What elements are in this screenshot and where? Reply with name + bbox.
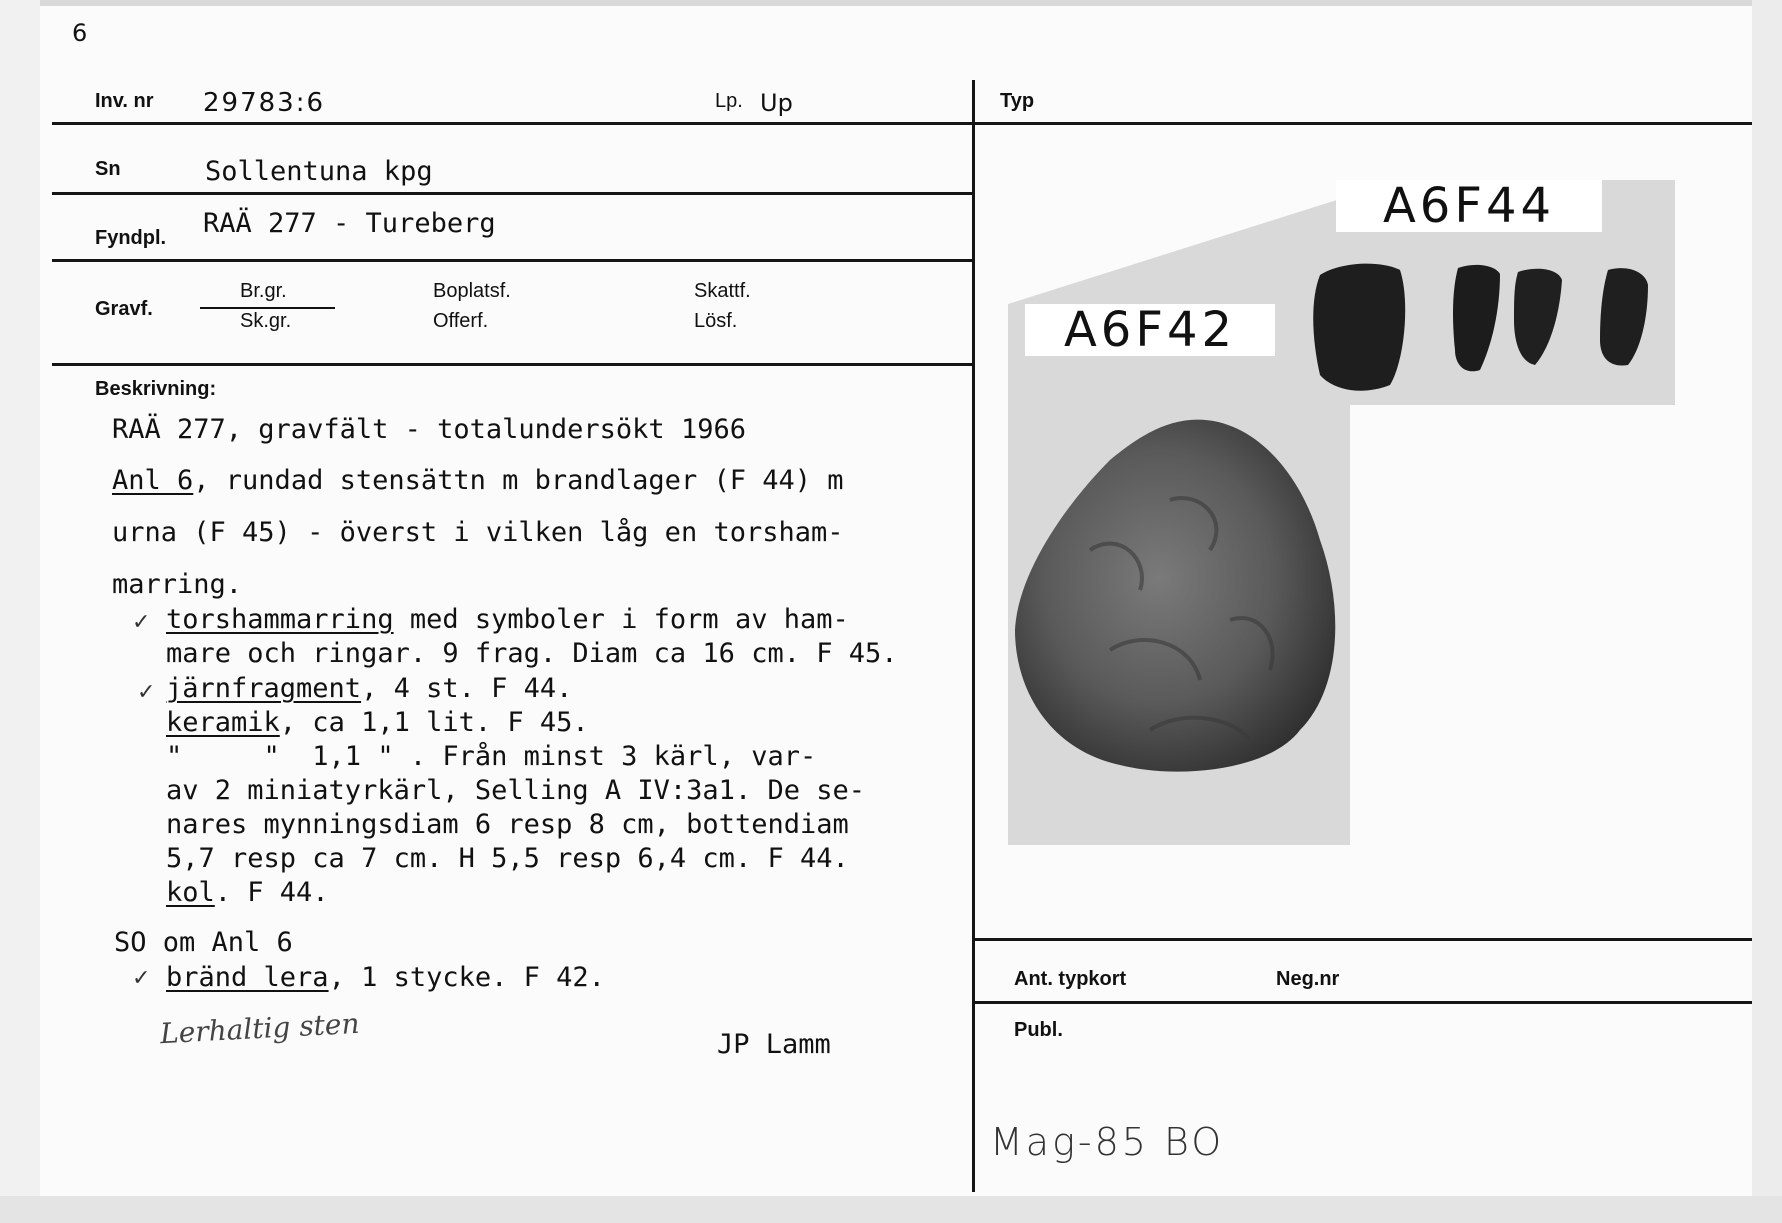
inv-value: 29783:6 [203,88,326,118]
item-torshammarring-line-2: mare och ringar. 9 frag. Diam ca 16 cm. F 45. [166,638,898,669]
fyndpl-label: Fyndpl. [95,227,167,249]
item-keramik-line-4: nares mynningsdiam 6 resp 8 cm, bottendiam [166,809,849,840]
card-edge-top [0,0,1782,6]
divider-inv [52,122,972,125]
handwritten-publ: Mag-85 BO [990,1120,1225,1164]
item-keramik-line-5: 5,7 resp ca 7 cm. H 5,5 resp 6,4 cm. F 44. [166,843,849,874]
br-gr-label: Br.gr. [240,280,287,302]
skattf-label: Skattf. [694,280,751,302]
sn-value: Sollentuna kpg [205,156,433,187]
divider-fyndpl [52,259,972,262]
checkmark-1: ✓ [132,610,151,635]
divider-photo-bottom [972,938,1752,941]
item-keramik: keramik, ca 1,1 lit. F 45. [166,707,589,738]
item-keramik-line-3: av 2 miniatyrkärl, Selling A IV:3a1. De se- [166,775,865,806]
inv-label: Inv. nr [95,90,154,112]
item-jarnfragment: järnfragment, 4 st. F 44. [166,673,573,704]
sn-label: Sn [95,158,121,180]
offerf-label: Offerf. [433,310,489,332]
ant-typkort-label: Ant. typkort [1014,968,1127,990]
checkmark-3: ✓ [132,966,151,991]
item-torshammarring: torshammarring med symboler i form av ham- [166,604,849,635]
card-edge-left [0,0,40,1223]
description-line-1: RAÄ 277, gravfält - totalundersökt 1966 [112,414,746,445]
typ-label: Typ [1000,90,1035,112]
lp-label: Lp. [715,90,743,112]
photo-tag-a6f42: A6F42 [1025,304,1275,356]
checkmark-2: ✓ [137,680,156,705]
anl-reference: Anl 6 [112,465,194,496]
description-line-4: marring. [112,569,243,600]
signature: JP Lamm [717,1029,831,1060]
card-edge-right [1752,0,1782,1223]
sk-gr-label: Sk.gr. [240,310,292,332]
fyndpl-value: RAÄ 277 - Tureberg [203,208,496,239]
boplatsf-label: Boplatsf. [433,280,511,302]
gravf-fraction-bar [200,307,335,309]
handwritten-note: Lerhaltig sten [159,1006,361,1051]
divider-sn [52,192,972,195]
losf-label: Lösf. [694,310,738,332]
publ-label: Publ. [1014,1019,1063,1041]
item-keramik-line-2: " " 1,1 " . Från minst 3 kärl, var- [166,741,817,772]
card-edge-bottom [0,1196,1782,1223]
gravf-label: Gravf. [95,298,153,320]
beskrivning-label: Beskrivning: [95,378,217,400]
lp-value: Up [760,89,793,117]
artifact-photo [1000,170,1680,850]
description-line-3: urna (F 45) - överst i vilken låg en torsham- [112,517,844,548]
card-number: 6 [72,19,88,47]
vertical-divider [972,80,975,1192]
item-brand-lera: bränd lera, 1 stycke. F 42. [166,962,605,993]
description-line-2: Anl 6, rundad stensättn m brandlager (F 44) m [112,465,844,496]
neg-nr-label: Neg.nr [1276,968,1340,990]
photo-tag-a6f44: A6F44 [1336,180,1602,232]
divider-ant [972,1001,1752,1004]
divider-categories [52,363,972,366]
item-kol: kol. F 44. [166,877,329,908]
so-line: SO om Anl 6 [114,927,293,958]
divider-typ [972,122,1752,125]
fragment-1 [1313,264,1405,391]
